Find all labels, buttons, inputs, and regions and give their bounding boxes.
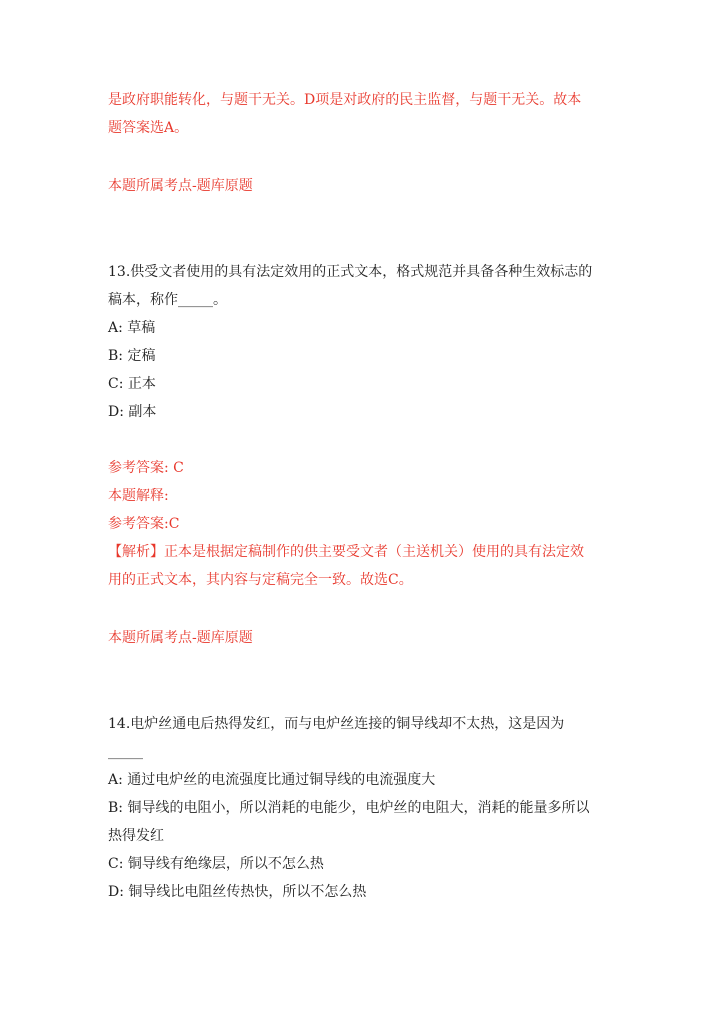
q13-answer-repeat: 参考答案:C [108,516,180,532]
q14-option-d: D: 铜导线比电阻丝传热快，所以不怎么热 [108,884,367,900]
q13-explain-title: 本题解释: [108,488,169,504]
q14-stem-line2: _____ [108,744,143,760]
q13-analysis-line2: 用的正式文本，其内容与定稿完全一致。故选C。 [108,572,413,588]
q14-option-b-line1: B: 铜导线的电阻小，所以消耗的电能少，电炉丝的电阻大，消耗的能量多所以 [108,800,590,816]
prev-explanation-line1: 是政府职能转化，与题干无关。D项是对政府的民主监督，与题干无关。故本 [108,92,582,108]
q14-option-a: A: 通过电炉丝的电流强度比通过铜导线的电流强度大 [108,772,436,788]
prev-explanation-line2: 题答案选A。 [108,120,189,136]
q14-stem-line1: 14.电炉丝通电后热得发红，而与电炉丝连接的铜导线却不太热，这是因为 [108,716,565,732]
q13-answer: 参考答案: C [108,460,184,476]
q13-stem-line1: 13.供受文者使用的具有法定效用的正式文本，格式规范并具备各种生效标志的 [108,264,593,280]
q14-option-c: C: 铜导线有绝缘层，所以不怎么热 [108,856,324,872]
q13-source-tag: 本题所属考点-题库原题 [108,630,253,646]
q13-option-c: C: 正本 [108,376,156,392]
q14-option-b-line2: 热得发红 [108,828,164,844]
q13-analysis-line1: 【解析】正本是根据定稿制作的供主要受文者（主送机关）使用的具有法定效 [108,544,584,560]
q13-stem-line2: 稿本，称作_____。 [108,292,227,308]
q13-option-a: A: 草稿 [108,320,156,336]
q13-option-b: B: 定稿 [108,348,156,364]
prev-source-tag: 本题所属考点-题库原题 [108,178,253,194]
q13-option-d: D: 副本 [108,404,157,420]
